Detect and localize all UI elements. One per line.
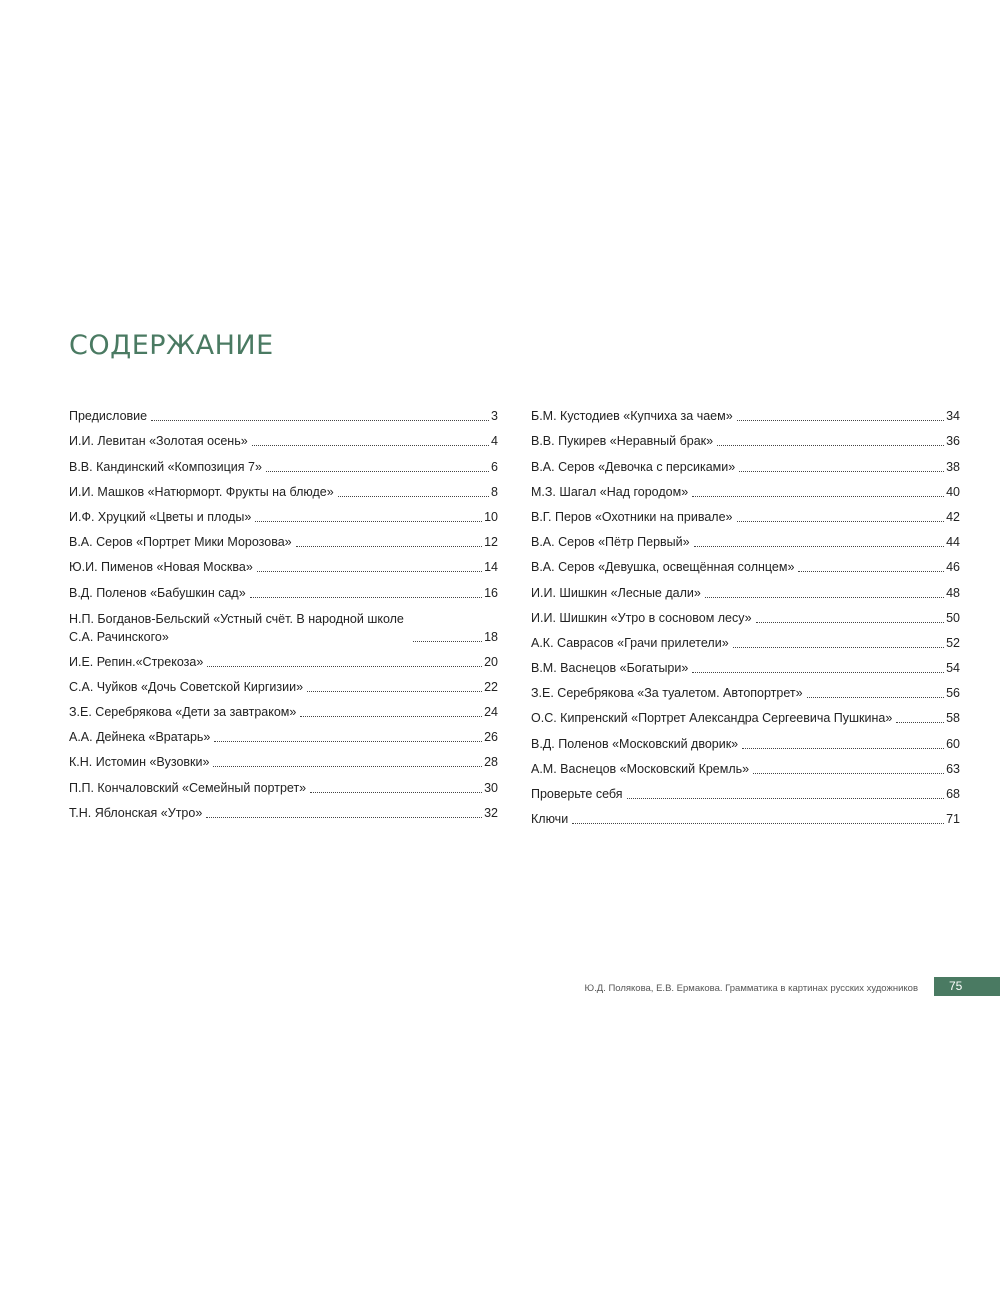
toc-entry[interactable] bbox=[531, 476, 960, 501]
toc-left-column bbox=[69, 400, 498, 822]
dot-leader bbox=[206, 817, 482, 818]
toc-entry-title: С.А. Чуйков «Дочь Советской Киргизии» bbox=[69, 679, 304, 694]
dot-leader bbox=[692, 496, 944, 497]
toc-entry[interactable] bbox=[69, 425, 498, 450]
toc-entry-page: 8 bbox=[491, 484, 498, 499]
toc-entry[interactable] bbox=[531, 576, 960, 601]
toc-entry-page: 12 bbox=[484, 535, 498, 550]
dot-leader bbox=[694, 546, 945, 547]
toc-entry-title: В.Г. Перов «Охотники на привале» bbox=[531, 509, 733, 524]
toc-entry-page: 32 bbox=[484, 805, 498, 820]
toc-entry-title: А.А. Дейнека «Вратарь» bbox=[69, 730, 211, 745]
toc-entry-title: Ю.И. Пименов «Новая Москва» bbox=[69, 560, 253, 575]
toc-entry-page: 40 bbox=[946, 484, 960, 499]
toc-entry-title: И.Е. Репин.«Стрекоза» bbox=[69, 654, 204, 669]
toc-entry-title: В.М. Васнецов «Богатыри» bbox=[531, 661, 689, 676]
toc-entry-title: И.Ф. Хруцкий «Цветы и плоды» bbox=[69, 509, 252, 524]
toc-entry-page: 34 bbox=[946, 409, 960, 424]
toc-entry[interactable] bbox=[69, 646, 498, 671]
toc-entry[interactable] bbox=[69, 721, 498, 746]
toc-entry-page: 20 bbox=[484, 654, 498, 669]
dot-leader bbox=[692, 672, 944, 673]
toc-entry-title: Ключи bbox=[531, 812, 569, 827]
toc-entry-page: 46 bbox=[946, 560, 960, 575]
toc-entry-title: Б.М. Кустодиев «Купчиха за чаем» bbox=[531, 409, 733, 424]
toc-entry-page: 42 bbox=[946, 509, 960, 524]
toc-entry-title: И.И. Шишкин «Лесные дали» bbox=[531, 585, 701, 600]
dot-leader bbox=[257, 571, 482, 572]
toc-entry-page: 52 bbox=[946, 635, 960, 650]
toc-entry-title: Проверьте себя bbox=[531, 787, 623, 801]
dot-leader bbox=[214, 741, 482, 742]
dot-leader bbox=[705, 597, 944, 598]
toc-entry-page: 6 bbox=[491, 459, 498, 474]
toc-entry-page: 44 bbox=[946, 535, 960, 550]
toc-entry[interactable] bbox=[531, 627, 960, 652]
dot-leader bbox=[207, 666, 482, 667]
toc-entry-title: В.А. Серов «Портрет Мики Морозова» bbox=[69, 535, 292, 550]
dot-leader bbox=[807, 697, 945, 698]
dot-leader bbox=[717, 445, 944, 446]
toc-entry-page: 24 bbox=[484, 705, 498, 720]
toc-entry-page: 63 bbox=[946, 761, 960, 776]
toc-entry-page: 18 bbox=[484, 629, 498, 644]
toc-entry[interactable] bbox=[531, 702, 960, 727]
toc-entry-title: В.В. Кандинский «Композиция 7» bbox=[69, 459, 262, 474]
toc-entry-page: 48 bbox=[946, 585, 960, 600]
toc-entry[interactable] bbox=[531, 778, 960, 803]
toc-entry-title: И.И. Машков «Натюрморт. Фрукты на блюде» bbox=[69, 484, 334, 499]
toc-entry-page: 36 bbox=[946, 434, 960, 449]
toc-entry-title: П.П. Кончаловский «Семейный портрет» bbox=[69, 780, 307, 795]
toc-entry[interactable] bbox=[69, 450, 498, 475]
toc-entry[interactable] bbox=[531, 526, 960, 551]
toc-entry-page: 30 bbox=[484, 780, 498, 795]
toc-entry[interactable] bbox=[531, 803, 960, 828]
dot-leader bbox=[739, 471, 944, 472]
toc-entry-title: А.М. Васнецов «Московский Кремль» bbox=[531, 761, 750, 776]
dot-leader bbox=[255, 521, 482, 522]
toc-entry-page: 71 bbox=[946, 812, 960, 827]
page-title: СОДЕРЖАНИЕ bbox=[69, 330, 274, 361]
dot-leader bbox=[300, 716, 482, 717]
toc-entry[interactable] bbox=[69, 526, 498, 551]
toc-entry-title: Предисловие bbox=[69, 409, 148, 424]
dot-leader bbox=[627, 798, 945, 799]
dot-leader bbox=[896, 722, 944, 723]
toc-entry[interactable] bbox=[531, 425, 960, 450]
toc-entry[interactable] bbox=[69, 771, 498, 796]
toc-entry-page: 3 bbox=[491, 409, 498, 424]
toc-entry[interactable] bbox=[69, 696, 498, 721]
toc-entry-page: 14 bbox=[484, 560, 498, 575]
toc-entry-page: 26 bbox=[484, 730, 498, 745]
dot-leader bbox=[572, 823, 944, 824]
toc-entry[interactable] bbox=[531, 677, 960, 702]
dot-leader bbox=[252, 445, 489, 446]
toc-entry-page: 58 bbox=[946, 711, 960, 726]
toc-entry-page: 16 bbox=[484, 585, 498, 600]
dot-leader bbox=[310, 792, 482, 793]
toc-entry-page: 68 bbox=[946, 787, 960, 801]
toc-entry[interactable] bbox=[531, 652, 960, 677]
toc-entry-page: 28 bbox=[484, 755, 498, 770]
toc-entry-title: А.К. Саврасов «Грачи прилетели» bbox=[531, 635, 729, 650]
toc-entry-title: З.Е. Серебрякова «За туалетом. Автопортрет» bbox=[531, 686, 803, 701]
toc-entry[interactable] bbox=[69, 551, 498, 576]
toc-entry-page: 60 bbox=[946, 736, 960, 751]
toc-entry[interactable] bbox=[69, 576, 498, 601]
toc-entry-page: 22 bbox=[484, 679, 498, 694]
dot-leader bbox=[733, 647, 944, 648]
dot-leader bbox=[338, 496, 489, 497]
toc-entry[interactable] bbox=[69, 671, 498, 696]
toc-entry[interactable] bbox=[69, 746, 498, 771]
toc-entry[interactable] bbox=[69, 501, 498, 526]
toc-right-column bbox=[531, 400, 960, 828]
toc-entry-title: М.З. Шагал «Над городом» bbox=[531, 484, 689, 499]
toc-entry-page: 54 bbox=[946, 661, 960, 676]
dot-leader bbox=[266, 471, 489, 472]
toc-entry-title: В.Д. Поленов «Московский дворик» bbox=[531, 736, 739, 751]
toc-entry[interactable] bbox=[531, 501, 960, 526]
toc-entry-title: В.А. Серов «Девочка с персиками» bbox=[531, 459, 736, 474]
toc-entry-title: Н.П. Богданов-Бельский «Устный счёт. В народной школе С.А. Рачинского» bbox=[69, 611, 404, 644]
dot-leader bbox=[213, 766, 482, 767]
toc-entry[interactable] bbox=[531, 753, 960, 778]
dot-leader bbox=[296, 546, 482, 547]
footer-book-credit: Ю.Д. Полякова, Е.В. Ермакова. Грамматика в картинах русских художников bbox=[584, 983, 918, 994]
toc-entry[interactable] bbox=[531, 602, 960, 627]
toc-entry[interactable] bbox=[531, 450, 960, 475]
toc-entry-title: Т.Н. Яблонская «Утро» bbox=[69, 805, 203, 820]
toc-entry-title: В.А. Серов «Девушка, освещённая солнцем» bbox=[531, 560, 795, 575]
toc-entry-title: И.И. Шишкин «Утро в сосновом лесу» bbox=[531, 610, 752, 625]
dot-leader bbox=[413, 641, 482, 642]
toc-entry[interactable] bbox=[69, 797, 498, 822]
toc-entry-title: К.Н. Истомин «Вузовки» bbox=[69, 755, 210, 770]
toc-entry-title: В.В. Пукирев «Неравный брак» bbox=[531, 434, 714, 449]
toc-entry[interactable] bbox=[69, 602, 498, 646]
toc-entry[interactable] bbox=[69, 400, 498, 425]
toc-entry-title: В.Д. Поленов «Бабушкин сад» bbox=[69, 585, 246, 600]
toc-entry-page: 56 bbox=[946, 686, 960, 701]
dot-leader bbox=[737, 521, 945, 522]
dot-leader bbox=[737, 420, 944, 421]
toc-entry[interactable] bbox=[69, 476, 498, 501]
toc-entry-title: И.И. Левитан «Золотая осень» bbox=[69, 434, 248, 449]
toc-entry-page: 50 bbox=[946, 610, 960, 625]
toc-entry[interactable] bbox=[531, 727, 960, 752]
toc-entry[interactable] bbox=[531, 551, 960, 576]
dot-leader bbox=[151, 420, 489, 421]
toc-entry-page: 10 bbox=[484, 509, 498, 524]
dot-leader bbox=[753, 773, 944, 774]
toc-entry-page: 4 bbox=[491, 434, 498, 449]
dot-leader bbox=[742, 748, 944, 749]
dot-leader bbox=[756, 622, 945, 623]
toc-entry-title: В.А. Серов «Пётр Первый» bbox=[531, 535, 690, 550]
toc-entry-page: 38 bbox=[946, 459, 960, 474]
dot-leader bbox=[798, 571, 944, 572]
toc-entry-title: З.Е. Серебрякова «Дети за завтраком» bbox=[69, 705, 297, 720]
page-number-badge: 75 bbox=[934, 977, 1000, 996]
dot-leader bbox=[250, 597, 482, 598]
toc-entry-title: О.С. Кипренский «Портрет Александра Сергеевича Пушкина» bbox=[531, 711, 893, 726]
toc-entry[interactable] bbox=[531, 400, 960, 425]
dot-leader bbox=[307, 691, 482, 692]
